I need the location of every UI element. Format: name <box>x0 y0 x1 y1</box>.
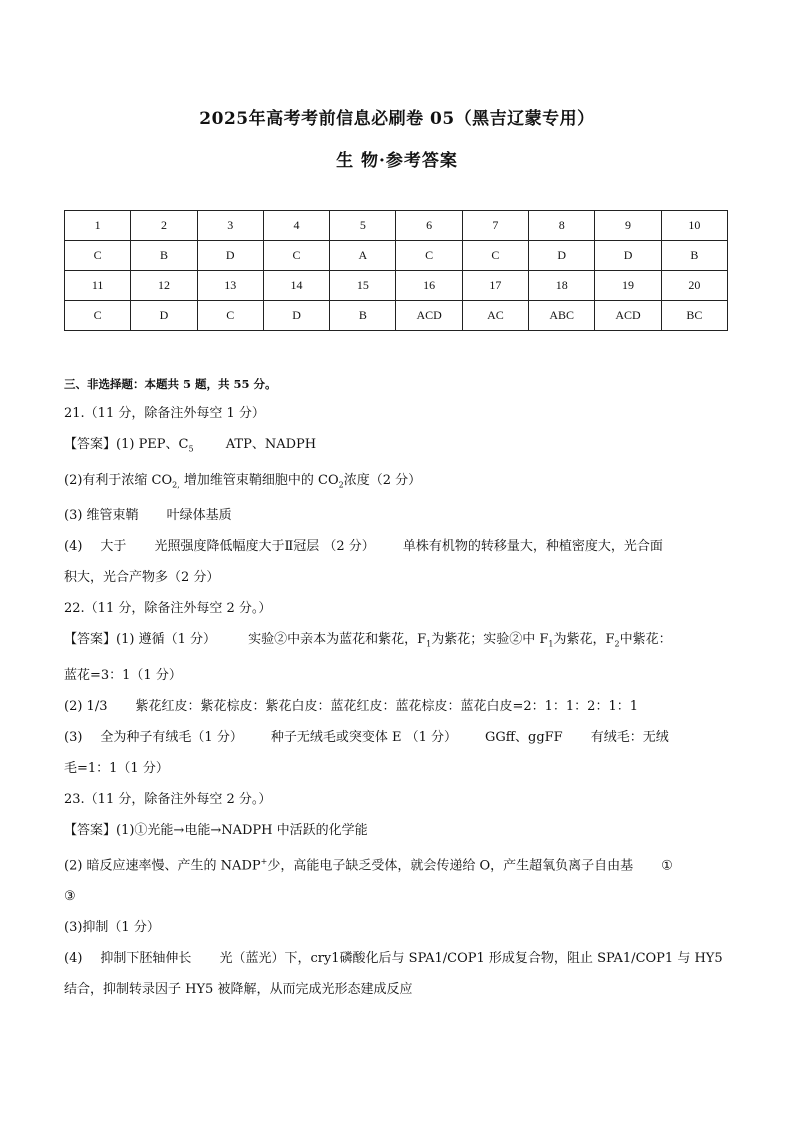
q21-answer-2: (2)有利于浓缩 $CO_{2,}$ 增加维管束鞘细胞中的 $CO_2$浓度（2 分） <box>64 472 422 490</box>
q23-answer-2-cont: ③ <box>64 889 76 905</box>
answer-cell: C <box>462 241 528 271</box>
question-number-cell: 16 <box>396 271 462 301</box>
question-number-cell: 3 <box>197 211 263 241</box>
q21-answer-4: (4) 大于 光照强度降低幅度大于Ⅱ冠层 （2 分） 单株有机物的转移量大，种植密度大，光合面 <box>64 539 663 555</box>
q21-a1-v1: PEP、$C_5$ <box>138 437 194 454</box>
section-heading: 三、非选择题：本题共 5 题，共 55 分。 <box>64 377 277 391</box>
answer-cell: D <box>131 301 197 331</box>
answer-cell: C <box>197 301 263 331</box>
free-response-answers <box>64 370 734 1005</box>
q23-answer-3: (3)抑制（1 分） <box>64 920 160 936</box>
q21-answer-3: (3) 维管束鞘 叶绿体基质 <box>64 508 232 524</box>
document-title: 2025年高考考前信息必刷卷 05（黑吉辽蒙专用） <box>199 109 595 129</box>
q23-answer-1: 【答案】(1)①光能→电能→NADPH 中活跃的化学能 <box>64 822 368 838</box>
answer-row <box>65 301 728 331</box>
q21-header: 21.（11 分，除备注外每空 1 分） <box>64 406 265 421</box>
answer-cell: D <box>197 241 263 271</box>
question-number-cell: 19 <box>595 271 661 301</box>
question-number-cell: 14 <box>263 271 329 301</box>
q23-header: 23.（11 分，除备注外每空 2 分。） <box>64 791 272 807</box>
question-number-cell: 17 <box>462 271 528 301</box>
q23-answer-2: (2) 暗反应速率慢、产生的 NADP+少，高能电子缺乏受体，就会传递给 O，产生超氧负离子自由基 ① <box>64 856 673 874</box>
q22-answer-1-cont: 蓝花=3：1（1 分） <box>64 667 182 683</box>
answer-cell: D <box>595 241 661 271</box>
question-number-cell: 2 <box>131 211 197 241</box>
question-number-cell: 9 <box>595 211 661 241</box>
question-number-row <box>65 211 728 241</box>
answer-cell: C <box>65 301 131 331</box>
question-number-cell: 1 <box>65 211 131 241</box>
question-number-cell: 8 <box>529 211 595 241</box>
question-number-cell: 12 <box>131 271 197 301</box>
q21-answer-4-cont: 积大，光合产物多（2 分） <box>64 570 220 586</box>
answer-cell: B <box>330 301 396 331</box>
question-number-cell: 4 <box>263 211 329 241</box>
question-number-cell: 13 <box>197 271 263 301</box>
answer-cell: D <box>529 241 595 271</box>
answer-table <box>64 210 728 331</box>
q22-header: 22.（11 分，除备注外每空 2 分。） <box>64 601 272 617</box>
question-number-cell: 7 <box>462 211 528 241</box>
q22-answer-3-cont: 毛=1：1（1 分） <box>64 760 169 776</box>
answer-cell: C <box>65 241 131 271</box>
question-number-cell: 10 <box>661 211 727 241</box>
question-number-cell: 18 <box>529 271 595 301</box>
q23-answer-4: (4) 抑制下胚轴伸长 光（蓝光）下，cry1磷酸化后与 SPA1/COP1 形成复合物，阻止 SPA1/COP1 与 HY5 <box>64 951 723 967</box>
answer-label: 【答案】(1) <box>64 437 135 452</box>
q22-answer-1: 【答案】(1) 遵循（1 分） 实验②中亲本为蓝花和紫花，$F_1$为紫花；实验②中 $F_1$为紫花，$F_2$中紫花： <box>64 632 672 649</box>
answer-cell: ACD <box>595 301 661 331</box>
answer-cell: C <box>263 241 329 271</box>
answer-cell: ACD <box>396 301 462 331</box>
answer-cell: A <box>330 241 396 271</box>
q21-answer-1 <box>64 429 734 465</box>
answer-cell: AC <box>462 301 528 331</box>
question-number-cell: 5 <box>330 211 396 241</box>
question-number-row <box>65 271 728 301</box>
answer-cell: B <box>131 241 197 271</box>
answer-cell: C <box>396 241 462 271</box>
question-number-cell: 11 <box>65 271 131 301</box>
question-number-cell: 15 <box>330 271 396 301</box>
q21-a1-v2: ATP、NADPH <box>225 437 317 452</box>
q22-answer-2: (2) 1/3 紫花红皮：紫花棕皮：紫花白皮：蓝花红皮：蓝花棕皮：蓝花白皮=2：1：1：2：1：1 <box>64 698 638 714</box>
answer-row <box>65 241 728 271</box>
q22-answer-3: (3) 全为种子有绒毛（1 分） 种子无绒毛或突变体 E （1 分） GGff、ggFF 有绒毛：无绒 <box>64 729 669 745</box>
document-subtitle: 生 物·参考答案 <box>336 151 458 171</box>
answer-cell: D <box>263 301 329 331</box>
answer-cell: ABC <box>529 301 595 331</box>
answer-cell: B <box>661 241 727 271</box>
q23-answer-4-cont: 结合，抑制转录因子 HY5 被降解，从而完成光形态建成反应 <box>64 982 413 998</box>
answer-cell: BC <box>661 301 727 331</box>
question-number-cell: 6 <box>396 211 462 241</box>
question-number-cell: 20 <box>661 271 727 301</box>
